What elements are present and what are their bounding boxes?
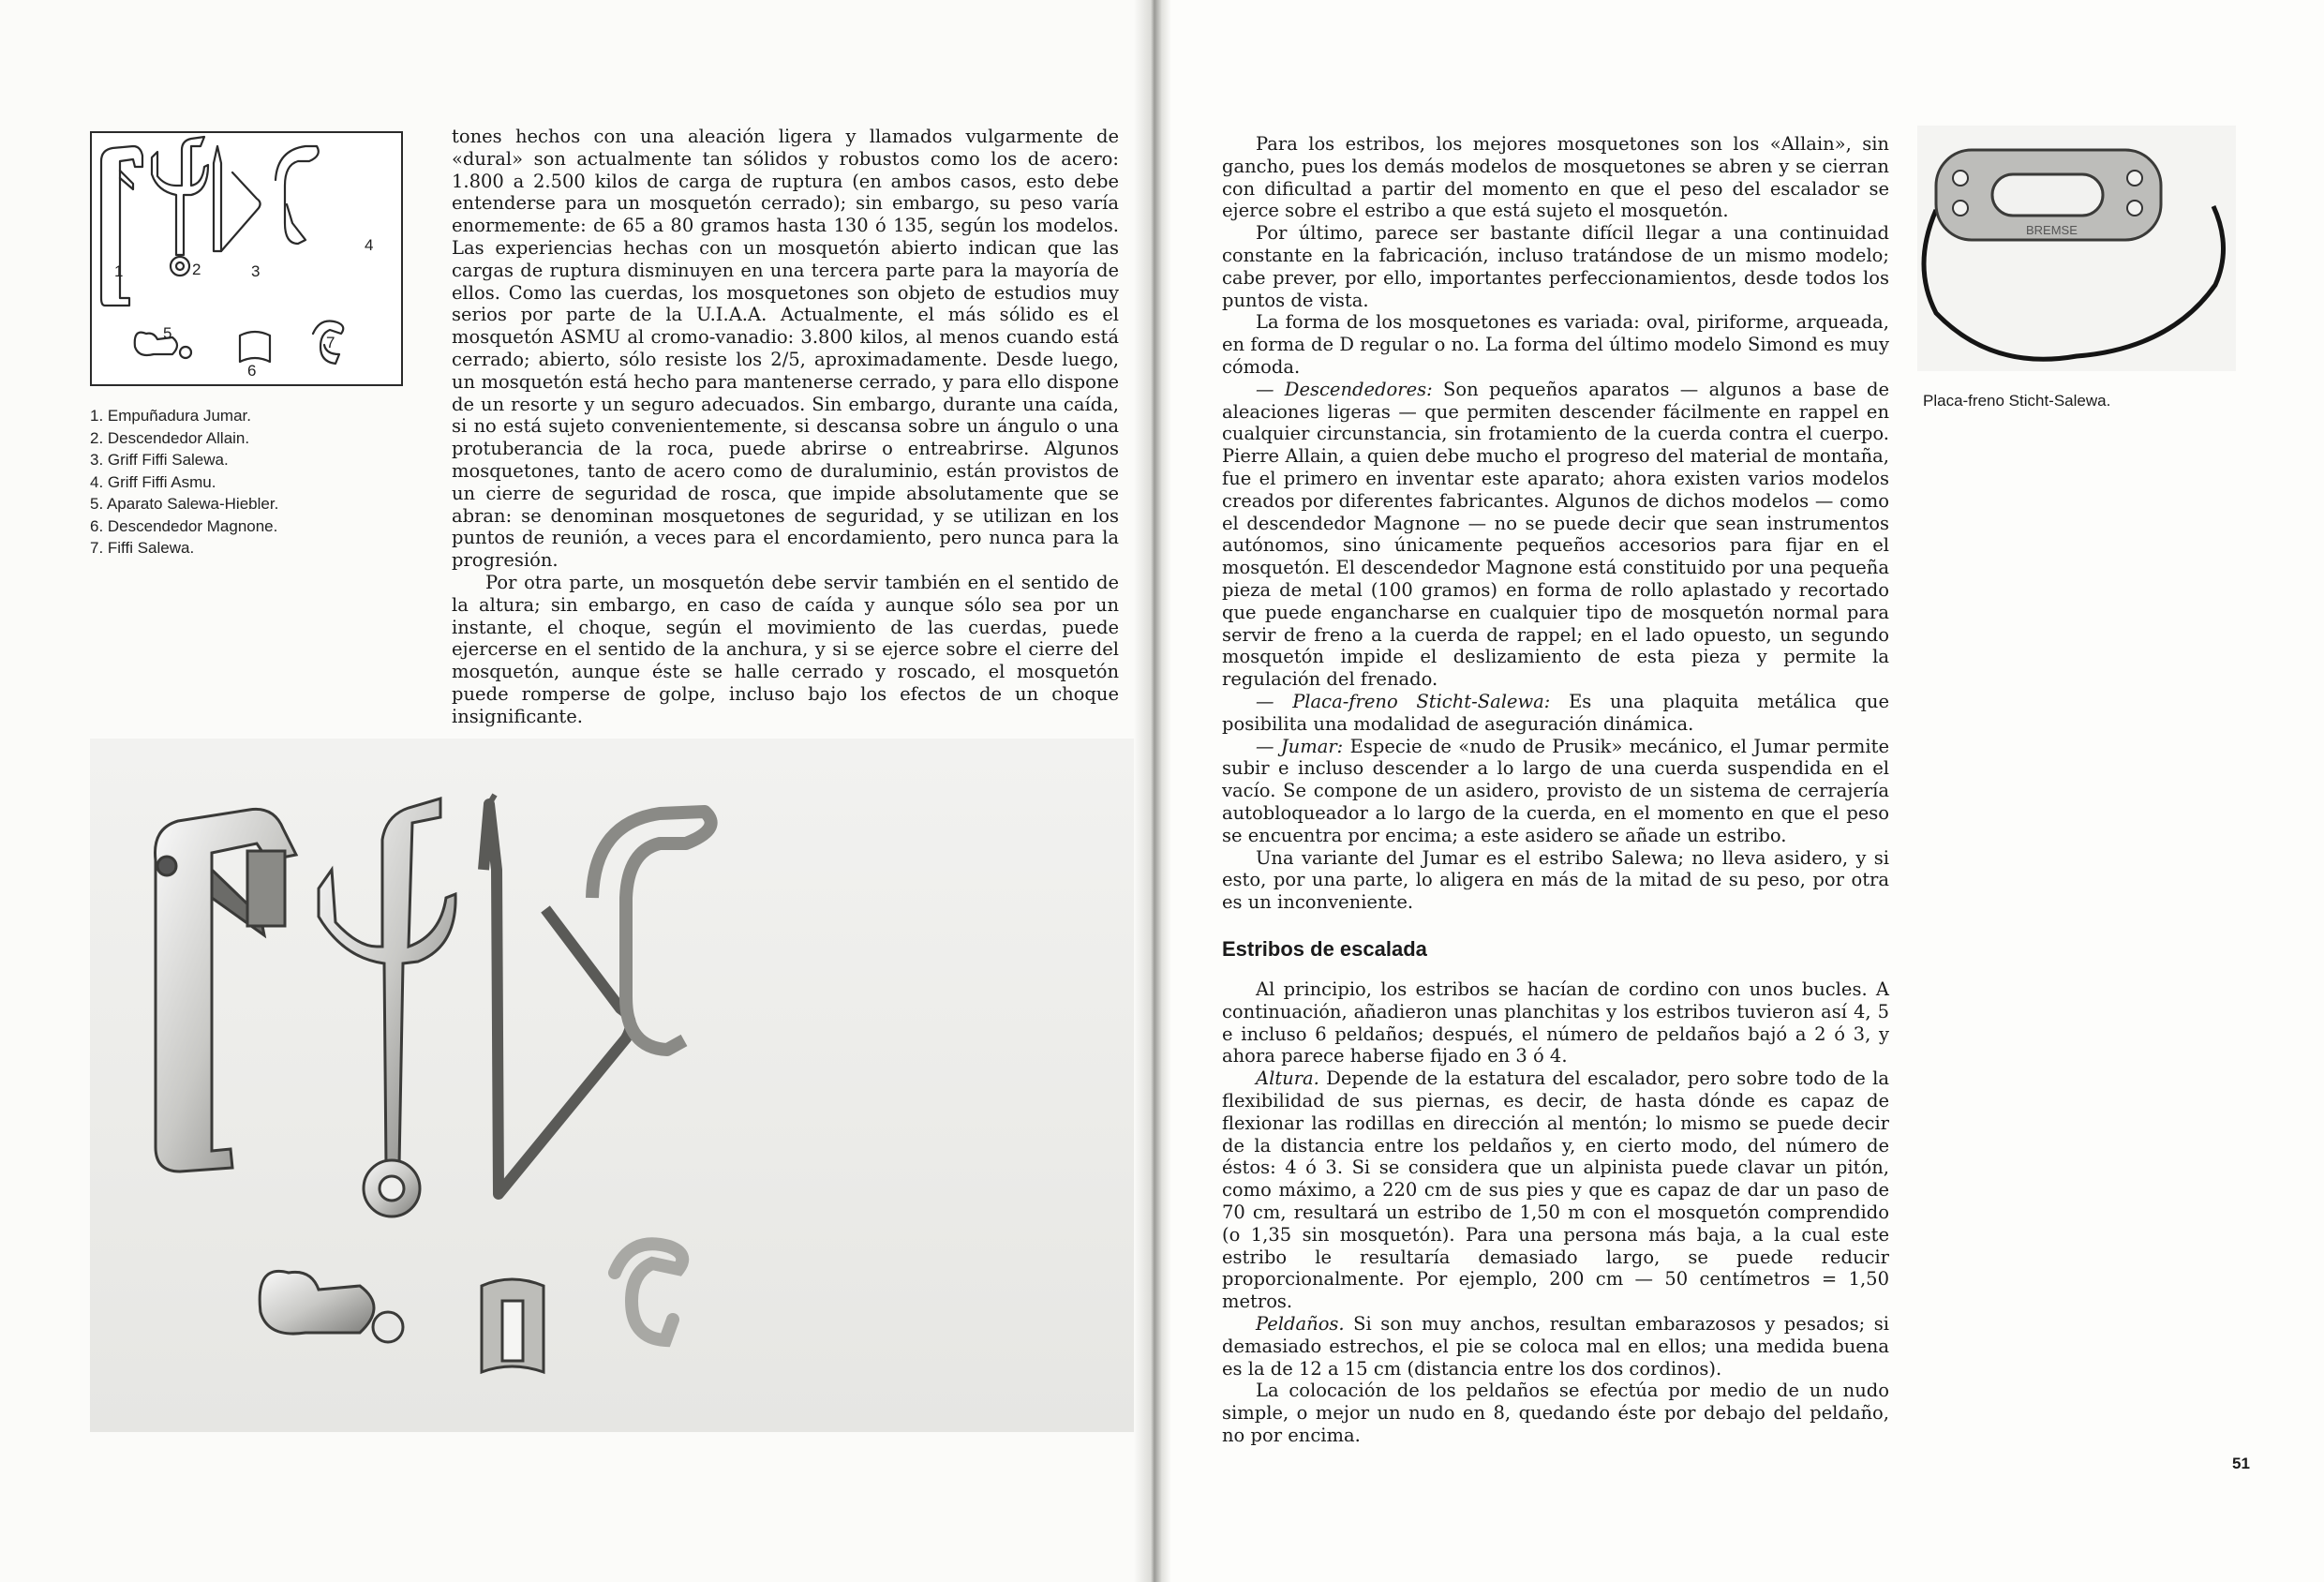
- jumar-term: — Jumar:: [1256, 735, 1344, 757]
- diagram-number-2: 2: [192, 261, 201, 278]
- equipment-line-diagram: [90, 131, 403, 386]
- diagram-number-4: 4: [365, 236, 374, 254]
- diagram-number-6: 6: [247, 362, 257, 380]
- altura-text: Depende de la estatura del escalador, pero sobre todo de la flexibilidad de sus piernas, es decir, de hasta dónde es capaz de flexionar las rodillas en dirección al mentón; lo mismo se puede decir de la distancia entre los peldaños y, en cierto modo, del número de éstos: 4 ó 3. Si se considera que un alpinista puede clavar un pitón, como máximo, a 220 cm de sus pies y que es capaz de dar un paso de 70 cm, resultará un estribo de 1,50 m con el mosquetón comprendido (o 1,35 sin mosquetón). Para una persona más baja, a la cual este estribo le resultaría demasiado largo, se puede reducir proporcionalmente. Por ejemplo, 200 cm — 50 centímetros = 1,50 metros.: [1222, 1067, 1889, 1313]
- jumar-text: Especie de «nudo de Prusik» mecánico, el Jumar permite subir e incluso descender a lo largo de una cuerda suspendida en el vacío. Se compone de un asidero, provisto de un sistema de cerrajería autobloqueador a lo largo de la cuerda, en el momento en que el peso se encuentra por encima; a este asidero se añade un estribo.: [1222, 735, 1889, 846]
- page-number: 51: [2232, 1455, 2250, 1472]
- placa-term: — Placa-freno Sticht-Salewa:: [1256, 690, 1551, 712]
- jumar-outline: [101, 146, 142, 306]
- body-paragraph: Para los estribos, los mejores mosquetones son los «Allain», sin gancho, pues los demás modelos de mosquetones se abren y se cierran con dificultad a partir del momento en que el peso del escalador se ejerce sobre el estribo a que está sujeto el mosquetón.: [1222, 133, 1889, 222]
- magnone-outline: [240, 332, 270, 362]
- diagram-number-3: 3: [251, 262, 261, 280]
- body-paragraph: Al principio, los estribos se hacían de cordino con unos bucles. A continuación, añadieron unas planchitas y los estribos tuvieron así 4, 5 e incluso 6 peldaños; después, el número de peldaños bajó a 2 ó 3, y ahora parece haberse fijado en 3 ó 4.: [1222, 978, 1889, 1067]
- left-text-column: [452, 126, 1119, 728]
- sticht-plate-photograph: [1917, 126, 2236, 371]
- diagram-number-5: 5: [163, 324, 172, 342]
- diagram-number-7: 7: [326, 334, 335, 351]
- legend-item-5: 5. Aparato Salewa-Hiebler.: [90, 495, 279, 513]
- diagram-legend: [90, 405, 278, 560]
- legend-item-6: 6. Descendedor Magnone.: [90, 516, 278, 535]
- griff-salewa-photo: [484, 795, 631, 1194]
- altura-term: Altura.: [1256, 1067, 1319, 1090]
- book-gutter: [1134, 0, 1171, 1582]
- photo-caption: Placa-freno Sticht-Salewa.: [1923, 392, 2111, 410]
- right-text-column-top: [1222, 133, 1889, 914]
- body-paragraph: Por otra parte, un mosquetón debe servir también en el sentido de la altura; sin embargo, en caso de caída y aunque sólo sea por un instante, el choque, según el movimiento de las cuerdas, puede ejercerse en el sentido de la anchura, y si se ejerce sobre el cierre del mosquetón, aunque éste se halle cerrado y roscado, el mosquetón puede romperse de golpe, incluso bajo los efectos de un choque insignificante.: [452, 571, 1119, 727]
- peldanos-text: Si son muy anchos, resultan embarazosos y pesados; si demasiado estrechos, el pie se coloca mal en ellos; una medida buena es la de 12 a 15 cm (distancia entre los dos cordinos).: [1222, 1312, 1889, 1380]
- peldanos-term: Peldaños.: [1256, 1312, 1345, 1335]
- plate-stamp-text: BREMSE: [2026, 223, 2078, 237]
- fiffi-photo: [615, 1244, 682, 1340]
- magnone-photo: [482, 1279, 544, 1372]
- griff-asmu-photo: [592, 812, 711, 1050]
- body-paragraph: La forma de los mosquetones es variada: oval, piriforme, arqueada, en forma de D regular o no. La forma del último modelo Simond es muy cómoda.: [1222, 311, 1889, 378]
- descendedores-paragraph: [1222, 379, 1889, 691]
- griff-salewa-outline: [214, 146, 261, 251]
- legend-item-7: 7. Fiffi Salewa.: [90, 539, 195, 557]
- legend-item-4: 4. Griff Fiffi Asmu.: [90, 472, 216, 491]
- body-paragraph: tones hechos con una aleación ligera y llamados vulgarmente de «dural» son actualmente tan sólidos y robustos como los de acero: 1.800 a 2.500 kilos de carga de ruptura (en ambos casos, esto debe entenderse para un mosquetón cerrado); sin embargo, su peso varía enormemente: de 65 a 80 gramos hasta 130 ó 135, según los modelos. Las experiencias hechas con un mosquetón abierto indican que las cargas de ruptura disminuyen en una tercera parte para la mayoría de ellos. Como las cuerdas, los mosquetones son objeto de estudios muy serios por parte de la U.I.A.A. Actualmente, el más sólido es el mosquetón ASMU al cromo-vanadio: 3.800 kilos, al menos cuando está cerrado; abierto, sólo resiste los 2/5, aproximadamente. Desde luego, un mosquetón está hecho para mantenerse cerrado, y para ello dispone de un resorte y un seguro adecuados. Sin embargo, durante una caída, si no está sujeto convenientemente, si descansa sobre un ángulo o una protuberancia de la roca, puede abrirse o entreabrirse. Algunos mosquetones, tanto de acero como de duraluminio, están provistos de un cierre de seguridad de rosca, que impide absolutamente que se abran: se denominan mosquetones de seguridad, y se utilizan en los puntos de reunión, a veces para el encordamiento, pero nunca para la progresión.: [452, 126, 1119, 572]
- left-page: [0, 0, 1147, 1582]
- diagram-number-1: 1: [114, 262, 124, 280]
- body-paragraph: Por último, parece ser bastante difícil llegar a una continuidad constante en la fabricación, incluso tratándose de un mismo modelo; cabe prever, por ello, importantes perfeccionamientos, desde todos los puntos de vista.: [1222, 222, 1889, 311]
- equipment-photo-drawing: [90, 739, 1134, 1432]
- equipment-photograph: [90, 739, 1134, 1432]
- allain-descender-outline: [152, 137, 208, 255]
- jumar-photo: [156, 809, 297, 1172]
- body-paragraph: Una variante del Jumar es el estribo Salewa; no lleva asidero, y si esto, por una parte, lo aligera en más de la mitad de su peso, por otra es un inconveniente.: [1222, 846, 1889, 914]
- hiebler-photo: [260, 1271, 403, 1342]
- placa-paragraph: [1222, 691, 1889, 736]
- allain-descender-photo: [319, 798, 455, 1216]
- legend-item-3: 3. Griff Fiffi Salewa.: [90, 451, 229, 469]
- griff-asmu-outline: [276, 146, 319, 244]
- sticht-plate-drawing: [1917, 126, 2236, 371]
- altura-paragraph: [1222, 1067, 1889, 1313]
- line-drawings: [92, 133, 401, 384]
- placa-text: Es una plaquita metálica que posibilita una modalidad de aseguración dinámica.: [1222, 690, 1889, 735]
- legend-item-2: 2. Descendedor Allain.: [90, 428, 250, 447]
- section-heading: Estribos de escalada: [1222, 937, 1427, 961]
- peldanos-paragraph: [1222, 1313, 1889, 1380]
- descendedores-term: — Descendedores:: [1256, 378, 1433, 400]
- body-paragraph: La colocación de los peldaños se efectúa por medio de un nudo simple, o mejor un nudo en 8, quedando éste por debajo del peldaño, no por encima.: [1222, 1380, 1889, 1446]
- right-text-column-bottom: [1222, 978, 1889, 1447]
- jumar-paragraph: [1222, 736, 1889, 847]
- descendedores-text: Son pequeños aparatos — algunos a base de aleaciones ligeras — que permiten descender fácilmente en rappel en cualquier circunstancia, sin frotamiento de la cuerda contra el cuerpo. Pierre Allain, a quien debe mucho el progreso del material de montaña, fue el primero en inventar este aparato; ahora existen varios modelos creados por diferentes fabricantes. Algunos de dichos modelos — como el descendedor Magnone — no se puede decir que sean instrumentos autónomos, sino únicamente pequeños accesorios para fijar en el mosquetón. El descendedor Magnone está constituido por una pequeña pieza de metal (100 gramos) en forma de rollo aplastado y recortado que puede engancharse en cualquier tipo de mosquetón normal para servir de freno a la cuerda de rappel; en el lado opuesto, un segundo mosquetón impide el deslizamiento de esta pieza y permite la regulación del frenado.: [1222, 378, 1889, 691]
- legend-item-1: 1. Empuñadura Jumar.: [90, 407, 251, 425]
